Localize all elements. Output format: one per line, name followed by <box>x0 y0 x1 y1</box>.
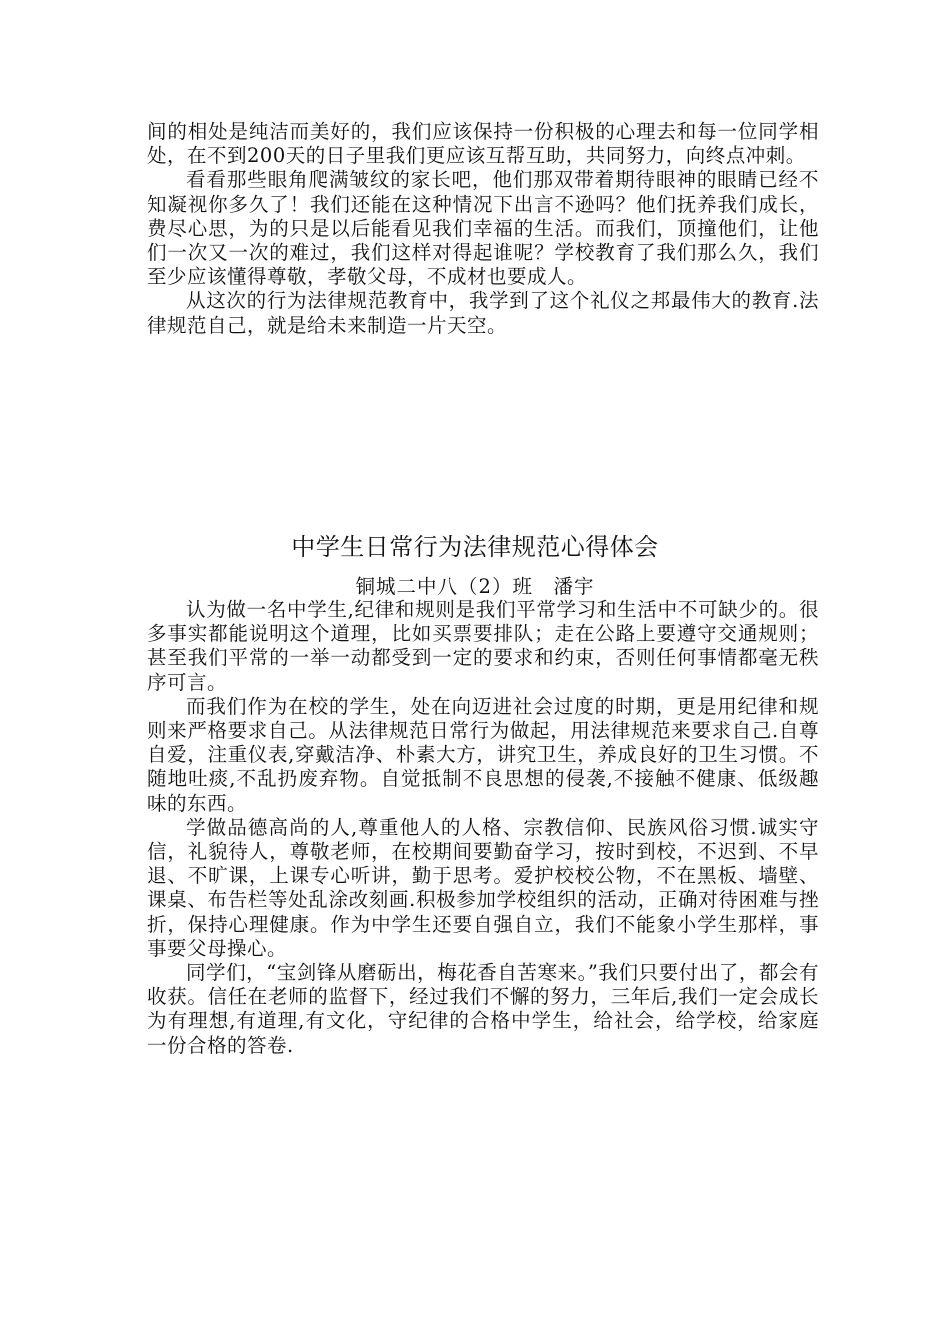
previous-essay-continuation <box>147 120 819 338</box>
paragraph: 认为做一名中学生,纪律和规则是我们平常学习和生活中不可缺少的。很多事实都能说明这个道理，比如买票要排队；走在公路上要遵守交通规则；甚至我们平常的一举一动都受到一定的要求和约束，否则任何事情都毫无秩序可言。 <box>147 598 819 694</box>
essay-byline: 铜城二中八（2）班 潘宇 <box>355 575 595 598</box>
essay-body <box>147 598 819 1058</box>
paragraph: 看看那些眼角爬满皱纹的家长吧，他们那双带着期待眼神的眼睛已经不知凝视你多久了！我们还能在这种情况下出言不逊吗？他们抚养我们成长，费尽心思，为的只是以后能看见我们幸福的生活。而我们，顶撞他们，让他们一次又一次的难过，我们这样对得起谁呢？学校教育了我们那么久，我们至少应该懂得尊敬，孝敬父母，不成材也要成人。 <box>147 168 819 289</box>
paragraph: 间的相处是纯洁而美好的，我们应该保持一份积极的心理去和每一位同学相处，在不到200天的日子里我们更应该互帮互助，共同努力，向终点冲刺。 <box>147 120 819 168</box>
paragraph: 同学们，“宝剑锋从磨砺出，梅花香自苦寒来。”我们只要付出了，都会有收获。信任在老师的监督下，经过我们不懈的努力，三年后,我们一定会成长为有理想,有道理,有文化，守纪律的合格中学生，给社会，给学校，给家庭一份合格的答卷. <box>147 961 819 1057</box>
paragraph: 而我们作为在校的学生，处在向迈进社会过度的时期，更是用纪律和规则来严格要求自己。从法律规范日常行为做起，用法律规范来要求自己.自尊自爱，注重仪表,穿戴洁净、朴素大方，讲究卫生，养成良好的卫生习惯。不随地吐痰,不乱扔废弃物。自觉抵制不良思想的侵袭,不接触不健康、低级趣味的东西。 <box>147 694 819 815</box>
paragraph: 学做品德高尚的人,尊重他人的人格、宗教信仰、民族风俗习惯.诚实守信，礼貌待人，尊敬老师，在校期间要勤奋学习，按时到校，不迟到、不早退、不旷课，上课专心听讲，勤于思考。爱护校校公物，不在黑板、墙壁、课桌、布告栏等处乱涂改刻画.积极参加学校组织的活动，正确对待困难与挫折，保持心理健康。作为中学生还要自强自立，我们不能象小学生那样，事事要父母操心。 <box>147 815 819 960</box>
paragraph: 从这次的行为法律规范教育中，我学到了这个礼仪之邦最伟大的教育.法律规范自己，就是给未来制造一片天空。 <box>147 289 819 337</box>
essay-title: 中学生日常行为法律规范心得体会 <box>291 533 659 561</box>
